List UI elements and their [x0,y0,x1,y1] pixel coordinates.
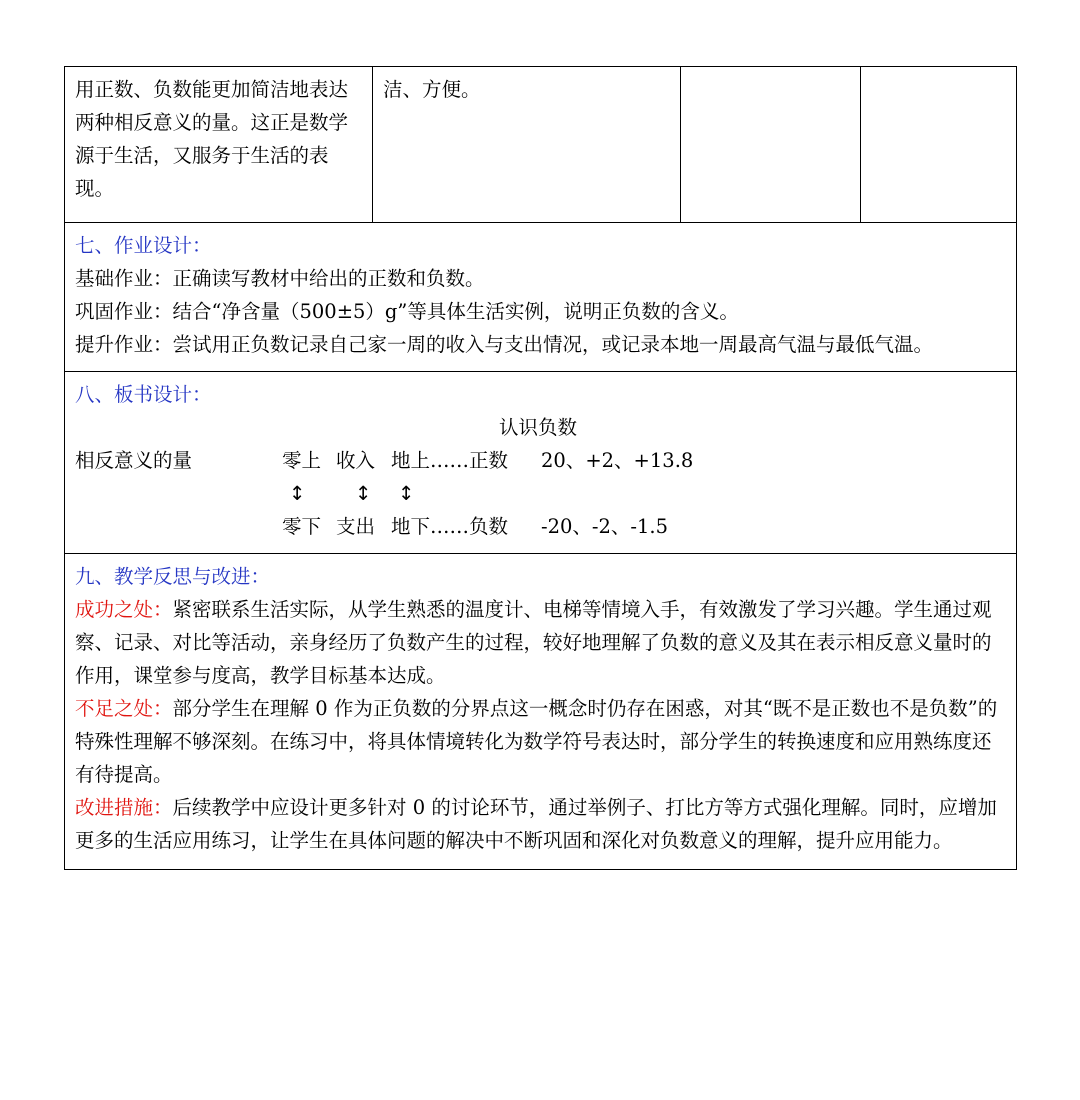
board-positive-numbers: 20、+2、+13.8 [541,449,694,472]
board-design-heading: 八、板书设计： [75,383,212,406]
homework-item-advanced: 提升作业：尝试用正负数记录自己家一周的收入与支出情况，或记录本地一周最高气温与最低气温。 [75,333,934,356]
shortfall-text: 部分学生在理解 0 作为正负数的分界点这一概念时仍存在困惑，对其“既不是正数也不是负数”的特殊性理解不够深刻。在练习中，将具体情境转化为数学符号表达时，部分学生的转换速度和应用熟练度还有待提高。 [75,697,998,786]
cell-text: 洁、方便。 [383,78,481,101]
reflection-success [75,593,1006,692]
homework-heading: 七、作业设计： [75,234,212,257]
board-word-underground-negative: 地下……负数 [391,515,509,538]
board-negative-numbers: -20、-2、-1.5 [541,515,668,538]
updown-arrow-icon: ↕ [355,482,372,505]
improve-text: 后续教学中应设计更多针对 0 的讨论环节，通过举例子、打比方等方式强化理解。同时，应增加更多的生活应用练习，让学生在具体问题的解决中不断巩固和深化对负数意义的理解，提升应用能力。 [75,796,997,852]
board-line-positive [75,444,1006,477]
updown-arrow-icon: ↕ [289,482,306,505]
cell-text: 用正数、负数能更加简洁地表达两种相反意义的量。这正是数学源于生活，又服务于生活的表现。 [75,78,349,200]
board-design-cell [65,372,1017,554]
reflection-heading: 九、教学反思与改进： [75,565,271,588]
shortfall-label: 不足之处： [75,697,173,720]
reflection-section [65,554,1017,870]
homework-item-consolidate: 巩固作业：结合“净含量（500±5）g”等具体生活实例，说明正负数的含义。 [75,300,739,323]
table-cell-student-activity [65,67,373,223]
lesson-plan-table [64,66,1017,870]
table-cell-design-intent [373,67,681,223]
board-word-aboveground-positive: 地上……正数 [391,449,509,472]
updown-arrow-icon: ↕ [398,482,415,505]
reflection-improve [75,791,1006,857]
success-text: 紧密联系生活实际，从学生熟悉的温度计、电梯等情境入手，有效激发了学习兴趣。学生通过观察、记录、对比等活动，亲身经历了负数产生的过程，较好地理解了负数的意义及其在表示相反意义量时的作用，课堂参与度高，教学目标基本达成。 [75,598,992,687]
improve-label: 改进措施： [75,796,173,819]
board-word-income: 收入 [336,449,376,472]
board-line-negative [75,510,1006,543]
board-left-label: 相反意义的量 [75,449,193,472]
homework-cell [65,223,1017,372]
board-word-below-zero: 零下 [282,515,322,538]
reflection-shortfall [75,692,1006,791]
board-title-line [75,411,1006,444]
table-cell-empty [861,67,1017,223]
homework-section [65,223,1017,372]
table-row [65,67,1017,223]
homework-item-basic: 基础作业：正确读写教材中给出的正数和负数。 [75,267,485,290]
table-cell-empty [681,67,861,223]
board-title: 认识负数 [499,416,578,439]
board-design-section [65,372,1017,554]
reflection-cell [65,554,1017,870]
board-word-above-zero: 零上 [282,449,322,472]
board-arrows-line [75,477,1006,510]
success-label: 成功之处： [75,598,173,621]
board-word-expense: 支出 [336,515,376,538]
